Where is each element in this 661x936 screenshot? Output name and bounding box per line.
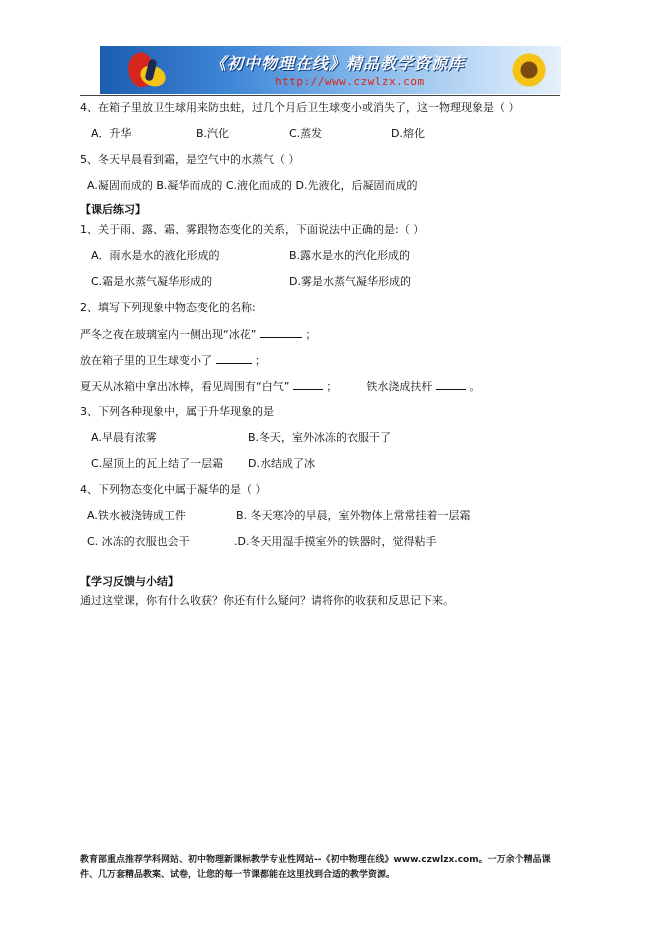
answer-blank[interactable] [293, 379, 323, 390]
p2-line-2-text: 放在箱子里的卫生球变小了 [80, 354, 212, 367]
q5-options: A.凝固而成的 B.凝华而成的 C.液化而成的 D.先液化，后凝固而成的 [87, 179, 418, 192]
p3-option-d: D.水结成了冰 [248, 457, 315, 470]
q4-option-c: C.蒸发 [289, 127, 323, 140]
p1-option-c: C.霜是水蒸气凝华形成的 [91, 275, 213, 288]
answer-blank[interactable] [436, 379, 466, 390]
answer-blank[interactable] [216, 353, 252, 364]
p4-option-a: A.铁水被浇铸成工件 [87, 509, 186, 522]
p2-stem: 2、填写下列现象中物态变化的名称: [80, 301, 256, 314]
q5-stem: 5、冬天早晨看到霜，是空气中的水蒸气（ ） [80, 153, 300, 166]
banner-url[interactable]: http://www.czwlzx.com [275, 75, 425, 88]
semicolon: ； [326, 380, 338, 393]
p4-option-b: B. 冬天寒冷的早晨，室外物体上常常挂着一层霜 [236, 509, 471, 522]
p1-option-b: B.露水是水的汽化形成的 [289, 249, 411, 262]
header-divider [80, 95, 560, 96]
semicolon: ； [255, 354, 266, 367]
section-feedback-heading: 【学习反馈与小结】 [80, 575, 179, 588]
p1-option-d: D.雾是水蒸气凝华形成的 [289, 275, 411, 288]
p4-stem: 4、下列物态变化中属于凝华的是（ ） [80, 483, 267, 496]
answer-blank[interactable] [260, 327, 302, 338]
q4-option-a: A．升华 [91, 127, 132, 140]
p4-option-c: C. 冰冻的衣服也会干 [87, 535, 190, 548]
p2-line-2 [80, 353, 266, 368]
p1-option-a: A．雨水是水的液化形成的 [91, 249, 220, 262]
p3-option-c: C.屋顶上的瓦上结了一层霜 [91, 457, 224, 470]
page-footer [80, 853, 580, 883]
p2-line-1-text: 严冬之夜在玻璃室内一侧出现“冰花” [80, 328, 257, 341]
period: 。 [469, 380, 481, 393]
q4-option-b: B.汽化 [196, 127, 230, 140]
p4-option-d: .D.冬天用湿手摸室外的铁器时，觉得粘手 [234, 535, 437, 548]
q4-stem: 4、在箱子里放卫生球用来防虫蛀，过几个月后卫生球变小或消失了，这一物理现象是（ ） [80, 101, 520, 114]
p2-line-3b-text: 铁水浇成扶杆 [366, 380, 433, 393]
p2-line-3 [80, 379, 480, 394]
sunflower-icon [509, 50, 549, 90]
q4-option-d: D.熔化 [391, 127, 425, 140]
feedback-text: 通过这堂课，你有什么收获？你还有什么疑问？请将你的收获和反思记下来。 [80, 594, 454, 607]
p1-stem: 1、关于雨、露、霜、雾跟物态变化的关系，下面说法中正确的是:（ ） [80, 223, 425, 236]
p3-option-b: B.冬天，室外冰冻的衣服干了 [248, 431, 392, 444]
p3-stem: 3、下列各种现象中，属于升华现象的是 [80, 405, 274, 418]
footer-line-2: 件、几万套精品教案、试卷，让您的每一节课都能在这里找到合适的教学资源。 [80, 870, 396, 880]
p3-option-a: A.早晨有浓雾 [91, 431, 157, 444]
section-practice-heading: 【课后练习】 [80, 203, 146, 216]
banner-title: 《初中物理在线》精品教学资源库 [210, 54, 466, 73]
footer-line-1: 教育部重点推荐学科网站、初中物理新课标教学专业性网站--《初中物理在线》www.czwlzx.com。一万余个精品课 [80, 855, 551, 865]
header-banner [100, 46, 561, 94]
semicolon: ； [305, 328, 317, 341]
p2-line-1 [80, 327, 316, 342]
p2-line-3a-text: 夏天从冰箱中拿出冰棒，看见周围有“白气” [80, 380, 290, 393]
